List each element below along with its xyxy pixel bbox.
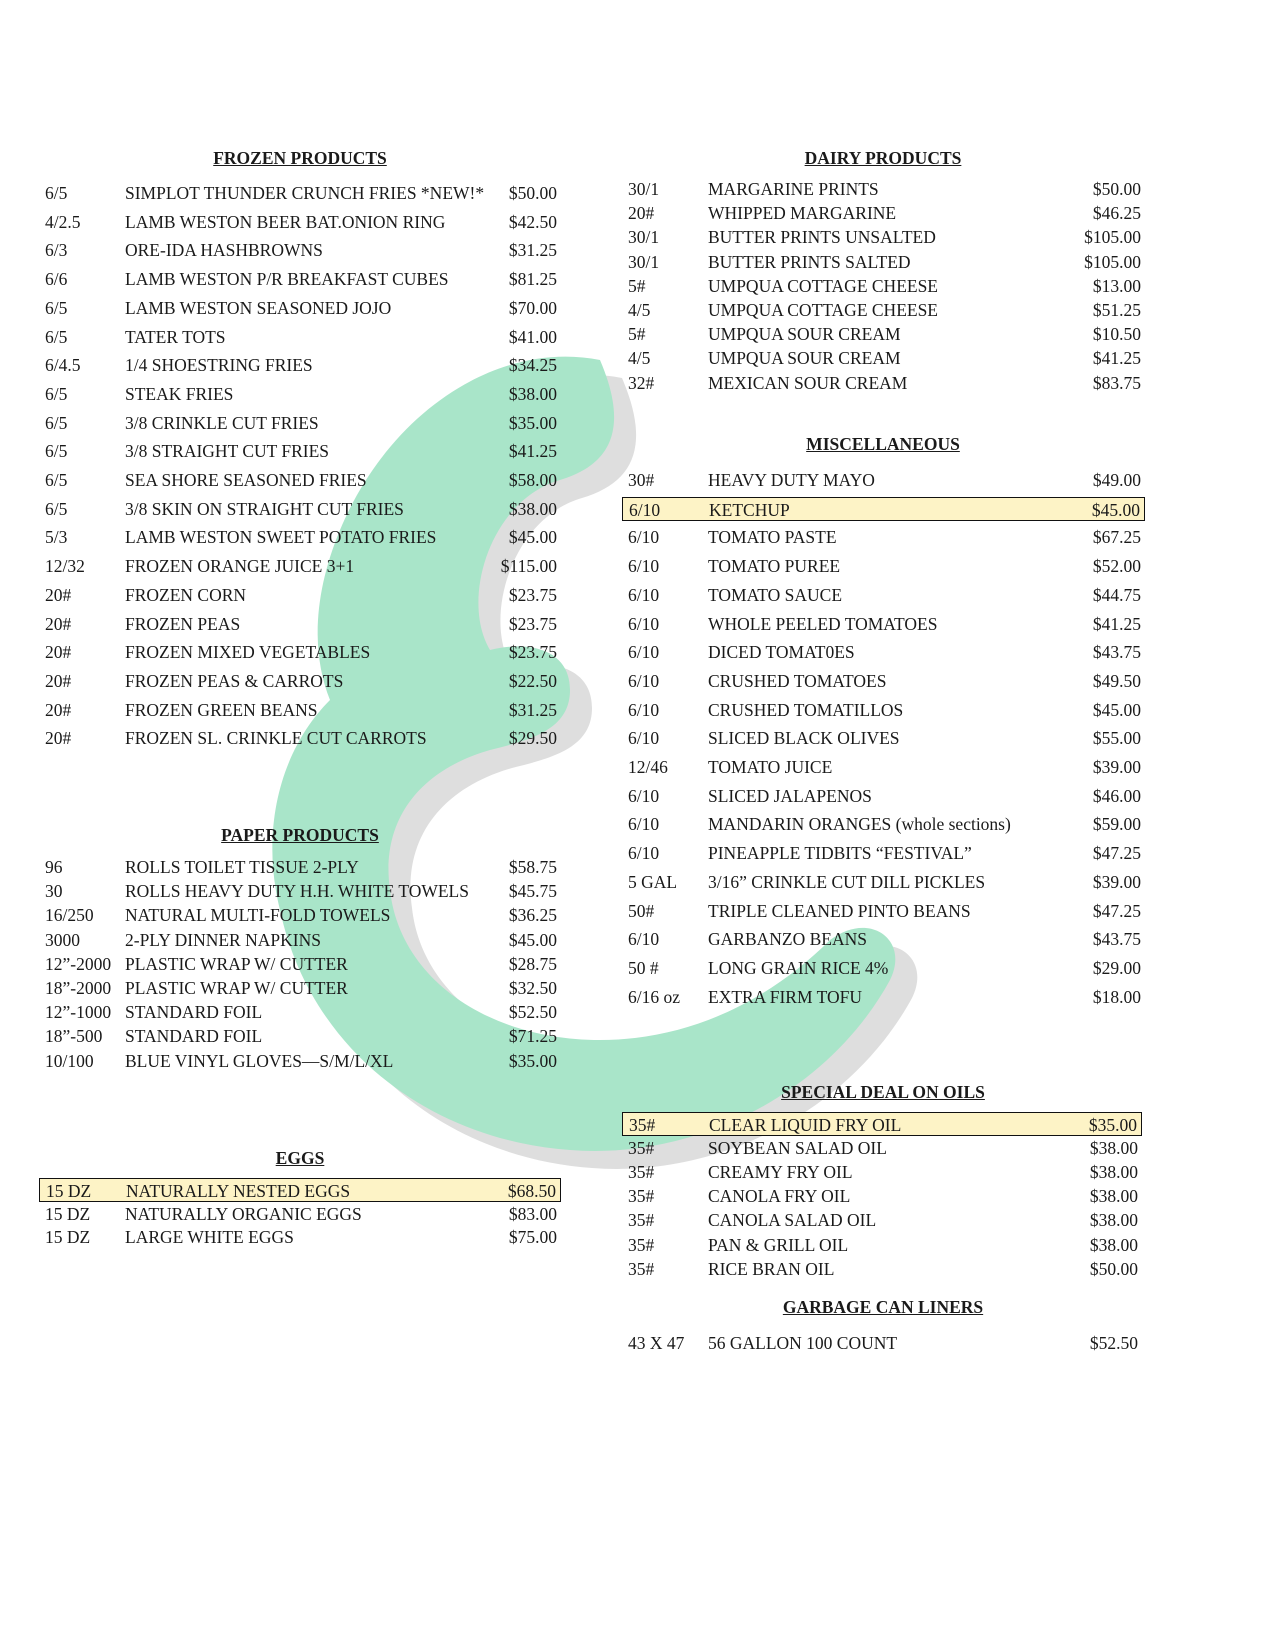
item-price: $105.00 — [1084, 227, 1141, 248]
dairy-item-row — [622, 322, 1145, 346]
oils-item-row — [622, 1257, 1142, 1281]
item-description: UMPQUA SOUR CREAM — [708, 324, 901, 345]
item-description: CANOLA FRY OIL — [708, 1186, 851, 1207]
item-price: $28.75 — [508, 953, 557, 974]
item-size: 4/5 — [628, 300, 651, 320]
item-size: 3000 — [45, 929, 80, 950]
item-price: $35.00 — [1088, 1115, 1137, 1135]
item-price: $70.00 — [508, 297, 557, 318]
miscellaneous-title: MISCELLANEOUS — [806, 434, 960, 454]
garbage-can-liners-title: GARBAGE CAN LINERS — [782, 1297, 984, 1317]
item-price: $68.50 — [507, 1181, 556, 1201]
item-size: 20# — [45, 670, 72, 691]
item-price: $39.00 — [1092, 871, 1141, 892]
item-size: 20# — [628, 203, 655, 224]
frozen-item-row — [39, 468, 561, 492]
item-price: $38.00 — [1089, 1234, 1138, 1255]
item-size: 12/46 — [628, 757, 668, 777]
eggs-item-row — [39, 1178, 561, 1202]
item-description: SOYBEAN SALAD OIL — [708, 1138, 887, 1159]
item-description: NATURAL MULTI-FOLD TOWELS — [125, 905, 391, 926]
item-description: CRUSHED TOMATILLOS — [708, 699, 904, 720]
item-price: $43.75 — [1092, 929, 1141, 950]
item-price: $23.75 — [508, 613, 557, 634]
eggs-title: EGGS — [275, 1148, 325, 1168]
liners-item-row — [622, 1331, 1142, 1355]
misc-item-row — [622, 583, 1145, 607]
item-size: 20# — [45, 584, 72, 605]
paper-item-row — [39, 1000, 561, 1024]
item-description: BUTTER PRINTS SALTED — [708, 251, 911, 272]
item-description: ROLLS HEAVY DUTY H.H. WHITE TOWELS — [125, 881, 469, 902]
misc-item-row — [622, 554, 1145, 578]
item-description: FROZEN MIXED VEGETABLES — [125, 642, 371, 663]
item-description: ROLLS TOILET TISSUE 2-PLY — [125, 857, 359, 877]
item-price: $45.00 — [1092, 699, 1141, 720]
item-description: LAMB WESTON SWEET POTATO FRIES — [125, 527, 437, 548]
paper-item-row — [39, 928, 561, 952]
eggs-item-row — [39, 1225, 561, 1249]
item-price: $52.50 — [1089, 1333, 1138, 1353]
item-description: FROZEN ORANGE JUICE 3+1 — [125, 556, 355, 577]
item-description: TOMATO SAUCE — [708, 584, 843, 605]
misc-item-row — [622, 468, 1145, 492]
item-size: 6/10 — [628, 843, 660, 864]
item-price: $45.00 — [508, 527, 557, 548]
item-size: 35# — [628, 1162, 655, 1183]
frozen-item-row — [39, 439, 561, 463]
item-size: 6/10 — [628, 929, 660, 950]
item-description: PLASTIC WRAP W/ CUTTER — [125, 953, 348, 974]
item-description: FROZEN SL. CRINKLE CUT CARROTS — [125, 728, 427, 749]
item-description: PAN & GRILL OIL — [708, 1234, 849, 1255]
item-description: TRIPLE CLEANED PINTO BEANS — [708, 900, 971, 921]
item-price: $51.25 — [1092, 300, 1141, 320]
item-size: 18”-2000 — [45, 978, 112, 998]
item-size: 12”-1000 — [45, 1002, 112, 1023]
item-description: TOMATO PUREE — [708, 556, 841, 577]
item-description: STEAK FRIES — [125, 383, 234, 404]
item-description: 1/4 SHOESTRING FRIES — [125, 355, 313, 376]
item-description: 3/8 SKIN ON STRAIGHT CUT FRIES — [125, 498, 404, 519]
item-description: WHIPPED MARGARINE — [708, 203, 897, 224]
frozen-item-row — [39, 726, 561, 750]
item-description: MEXICAN SOUR CREAM — [708, 372, 908, 393]
item-description: TOMATO JUICE — [708, 757, 833, 777]
paper-products-title: PAPER PRODUCTS — [221, 825, 379, 845]
item-description: HEAVY DUTY MAYO — [708, 470, 875, 490]
item-price: $46.25 — [1092, 203, 1141, 224]
frozen-item-row — [39, 612, 561, 636]
item-price: $36.25 — [508, 905, 557, 926]
paper-item-row — [39, 1049, 561, 1073]
item-size: 35# — [628, 1138, 655, 1159]
item-size: 18”-500 — [45, 1026, 103, 1047]
item-description: DICED TOMAT0ES — [708, 642, 855, 663]
dairy-item-row — [622, 346, 1145, 370]
misc-item-row — [622, 755, 1145, 779]
item-size: 15 DZ — [45, 1227, 91, 1247]
item-size: 10/100 — [45, 1050, 94, 1071]
dairy-item-row — [622, 371, 1145, 395]
item-size: 6/5 — [45, 441, 68, 462]
item-size: 6/10 — [628, 699, 660, 720]
item-size: 15 DZ — [46, 1181, 92, 1201]
item-description: KETCHUP — [709, 499, 790, 520]
item-price: $38.00 — [508, 498, 557, 519]
oils-item-row — [622, 1136, 1142, 1160]
item-size: 6/10 — [628, 785, 660, 806]
item-price: $34.25 — [508, 355, 557, 376]
misc-item-row — [622, 497, 1145, 521]
misc-item-row — [622, 841, 1145, 865]
item-description: PINEAPPLE TIDBITS “FESTIVAL” — [708, 843, 972, 864]
item-size: 6/10 — [628, 527, 660, 548]
item-description: LARGE WHITE EGGS — [125, 1227, 294, 1247]
item-price: $105.00 — [1084, 251, 1141, 272]
item-size: 32# — [628, 372, 655, 393]
frozen-item-row — [39, 353, 561, 377]
item-size: 6/5 — [45, 470, 68, 490]
item-description: STANDARD FOIL — [125, 1002, 263, 1023]
item-description: MARGARINE PRINTS — [708, 179, 879, 199]
item-price: $83.75 — [1092, 372, 1141, 393]
item-price: $50.00 — [508, 183, 557, 203]
item-size: 35# — [628, 1258, 655, 1279]
item-description: FROZEN PEAS — [125, 613, 241, 634]
misc-item-row — [622, 525, 1145, 549]
item-size: 20# — [45, 699, 72, 720]
item-price: $45.00 — [1091, 499, 1140, 520]
item-description: MANDARIN ORANGES (whole sections) — [708, 814, 1011, 835]
item-description: 2-PLY DINNER NAPKINS — [125, 929, 321, 950]
dairy-item-row — [622, 201, 1145, 225]
item-description: 3/16” CRINKLE CUT DILL PICKLES — [708, 871, 986, 892]
frozen-products-title: FROZEN PRODUCTS — [213, 148, 387, 168]
item-size: 20# — [45, 728, 72, 749]
item-size: 30/1 — [628, 251, 660, 272]
item-size: 12”-2000 — [45, 953, 112, 974]
item-price: $83.00 — [508, 1203, 557, 1224]
item-description: CRUSHED TOMATOES — [708, 670, 887, 691]
paper-item-row — [39, 1024, 561, 1048]
item-price: $35.00 — [508, 1050, 557, 1071]
item-size: 6/10 — [628, 613, 660, 634]
item-price: $50.00 — [1092, 179, 1141, 199]
misc-item-row — [622, 812, 1145, 836]
item-price: $41.25 — [508, 441, 557, 462]
item-description: UMPQUA COTTAGE CHEESE — [708, 275, 938, 296]
eggs-item-row — [39, 1202, 561, 1226]
item-size: 35# — [629, 1115, 656, 1135]
item-description: PLASTIC WRAP W/ CUTTER — [125, 978, 348, 998]
item-description: SIMPLOT THUNDER CRUNCH FRIES *NEW!* — [125, 183, 485, 203]
item-price: $22.50 — [508, 670, 557, 691]
item-description: BLUE VINYL GLOVES—S/M/L/XL — [125, 1050, 394, 1071]
item-price: $47.25 — [1092, 900, 1141, 921]
misc-item-row — [622, 784, 1145, 808]
item-description: CREAMY FRY OIL — [708, 1162, 853, 1183]
item-price: $39.00 — [1092, 757, 1141, 777]
item-price: $50.00 — [1089, 1258, 1138, 1279]
item-description: 56 GALLON 100 COUNT — [708, 1333, 898, 1353]
item-description: LAMB WESTON SEASONED JOJO — [125, 297, 392, 318]
misc-item-row — [622, 870, 1145, 894]
oils-item-row — [622, 1208, 1142, 1232]
item-description: FROZEN PEAS & CARROTS — [125, 670, 344, 691]
item-price: $75.00 — [508, 1227, 557, 1247]
item-price: $10.50 — [1092, 324, 1141, 345]
item-price: $41.25 — [1092, 613, 1141, 634]
item-price: $23.75 — [508, 584, 557, 605]
item-price: $115.00 — [500, 556, 557, 577]
misc-item-row — [622, 669, 1145, 693]
item-price: $45.75 — [508, 881, 557, 902]
dairy-item-row — [622, 177, 1145, 201]
item-description: NATURALLY ORGANIC EGGS — [125, 1203, 362, 1224]
item-description: FROZEN CORN — [125, 584, 247, 605]
item-price: $38.00 — [1089, 1186, 1138, 1207]
item-description: CANOLA SALAD OIL — [708, 1210, 877, 1231]
item-size: 5# — [628, 324, 646, 345]
misc-item-row — [622, 640, 1145, 664]
frozen-item-row — [39, 267, 561, 291]
frozen-item-row — [39, 382, 561, 406]
item-price: $58.75 — [508, 857, 557, 877]
item-price: $13.00 — [1092, 275, 1141, 296]
item-size: 6/5 — [45, 498, 68, 519]
item-price: $32.50 — [508, 978, 557, 998]
item-description: LAMB WESTON P/R BREAKFAST CUBES — [125, 269, 449, 290]
item-size: 5# — [628, 275, 646, 296]
item-size: 6/5 — [45, 412, 68, 433]
frozen-item-row — [39, 583, 561, 607]
item-size: 5/3 — [45, 527, 68, 548]
frozen-item-row — [39, 554, 561, 578]
item-size: 6/5 — [45, 383, 68, 404]
item-price: $71.25 — [508, 1026, 557, 1047]
item-price: $38.00 — [1089, 1162, 1138, 1183]
misc-item-row — [622, 698, 1145, 722]
misc-item-row — [622, 899, 1145, 923]
item-size: 4/2.5 — [45, 211, 81, 232]
item-price: $38.00 — [1089, 1210, 1138, 1231]
oils-item-row — [622, 1160, 1142, 1184]
item-size: 50# — [628, 900, 655, 921]
item-size: 6/4.5 — [45, 355, 81, 376]
item-description: LAMB WESTON BEER BAT.ONION RING — [125, 211, 446, 232]
oils-item-row — [622, 1184, 1142, 1208]
item-description: SLICED JALAPENOS — [708, 785, 872, 806]
item-size: 35# — [628, 1186, 655, 1207]
item-price: $59.00 — [1092, 814, 1141, 835]
item-size: 35# — [628, 1210, 655, 1231]
item-size: 6/16 oz — [628, 986, 681, 1007]
item-size: 30/1 — [628, 227, 660, 248]
frozen-item-row — [39, 325, 561, 349]
frozen-item-row — [39, 669, 561, 693]
item-size: 96 — [45, 857, 63, 877]
item-size: 6/6 — [45, 269, 68, 290]
item-price: $43.75 — [1092, 642, 1141, 663]
item-size: 30# — [628, 470, 655, 490]
misc-item-row — [622, 726, 1145, 750]
dairy-item-row — [622, 274, 1145, 298]
item-price: $55.00 — [1092, 728, 1141, 749]
item-size: 50 # — [628, 957, 659, 978]
item-price: $47.25 — [1092, 843, 1141, 864]
item-price: $52.00 — [1092, 556, 1141, 577]
item-price: $81.25 — [508, 269, 557, 290]
item-price: $38.00 — [1089, 1138, 1138, 1159]
item-price: $29.50 — [508, 728, 557, 749]
misc-item-row — [622, 612, 1145, 636]
item-description: UMPQUA COTTAGE CHEESE — [708, 300, 938, 320]
item-description: BUTTER PRINTS UNSALTED — [708, 227, 936, 248]
item-price: $49.00 — [1092, 470, 1141, 490]
item-size: 6/10 — [628, 642, 660, 663]
item-price: $31.25 — [508, 240, 557, 261]
item-description: NATURALLY NESTED EGGS — [126, 1181, 351, 1201]
item-price: $41.25 — [1092, 348, 1141, 369]
oils-item-row — [622, 1233, 1142, 1257]
item-description: FROZEN GREEN BEANS — [125, 699, 318, 720]
item-size: 6/5 — [45, 326, 68, 347]
oils-item-row — [622, 1112, 1142, 1136]
frozen-item-row — [39, 296, 561, 320]
item-description: ORE-IDA HASHBROWNS — [125, 240, 323, 261]
item-price: $45.00 — [508, 929, 557, 950]
dairy-item-row — [622, 298, 1145, 322]
dairy-item-row — [622, 225, 1145, 249]
item-description: UMPQUA SOUR CREAM — [708, 348, 901, 369]
item-price: $38.00 — [508, 383, 557, 404]
item-size: 35# — [628, 1234, 655, 1255]
item-size: 20# — [45, 613, 72, 634]
item-price: $49.50 — [1092, 670, 1141, 691]
item-size: 20# — [45, 642, 72, 663]
item-size: 5 GAL — [628, 871, 678, 892]
item-price: $44.75 — [1092, 584, 1141, 605]
frozen-item-row — [39, 640, 561, 664]
item-size: 6/3 — [45, 240, 68, 261]
item-description: STANDARD FOIL — [125, 1026, 263, 1047]
paper-item-row — [39, 855, 561, 879]
misc-item-row — [622, 927, 1145, 951]
frozen-item-row — [39, 497, 561, 521]
item-description: SLICED BLACK OLIVES — [708, 728, 900, 749]
item-size: 6/10 — [628, 670, 660, 691]
item-size: 6/10 — [628, 584, 660, 605]
item-description: EXTRA FIRM TOFU — [708, 986, 862, 1007]
misc-item-row — [622, 956, 1145, 980]
item-description: WHOLE PEELED TOMATOES — [708, 613, 938, 634]
item-price: $58.00 — [508, 470, 557, 490]
item-price: $42.50 — [508, 211, 557, 232]
item-description: TATER TOTS — [125, 326, 226, 347]
item-size: 12/32 — [45, 556, 85, 577]
paper-item-row — [39, 879, 561, 903]
item-size: 6/10 — [629, 499, 661, 520]
frozen-item-row — [39, 525, 561, 549]
item-size: 6/10 — [628, 556, 660, 577]
frozen-item-row — [39, 181, 561, 205]
item-description: RICE BRAN OIL — [708, 1258, 835, 1279]
item-size: 43 X 47 — [628, 1333, 685, 1353]
item-price: $35.00 — [508, 412, 557, 433]
frozen-item-row — [39, 411, 561, 435]
item-size: 6/5 — [45, 183, 68, 203]
dairy-products-title: DAIRY PRODUCTS — [804, 148, 962, 168]
item-description: CLEAR LIQUID FRY OIL — [709, 1115, 902, 1135]
frozen-item-row — [39, 210, 561, 234]
item-size: 30 — [45, 881, 63, 902]
item-price: $18.00 — [1092, 986, 1141, 1007]
frozen-item-row — [39, 238, 561, 262]
special-deal-on-oils-title: SPECIAL DEAL ON OILS — [781, 1082, 985, 1102]
item-size: 30/1 — [628, 179, 660, 199]
item-description: SEA SHORE SEASONED FRIES — [125, 470, 367, 490]
item-description: GARBANZO BEANS — [708, 929, 867, 950]
item-size: 16/250 — [45, 905, 94, 926]
item-size: 4/5 — [628, 348, 651, 369]
frozen-item-row — [39, 698, 561, 722]
item-description: LONG GRAIN RICE 4% — [708, 957, 889, 978]
item-price: $29.00 — [1092, 957, 1141, 978]
item-size: 6/10 — [628, 814, 660, 835]
paper-item-row — [39, 952, 561, 976]
item-price: $46.00 — [1092, 785, 1141, 806]
paper-item-row — [39, 903, 561, 927]
item-description: 3/8 CRINKLE CUT FRIES — [125, 412, 319, 433]
item-size: 6/10 — [628, 728, 660, 749]
item-price: $52.50 — [508, 1002, 557, 1023]
item-size: 6/5 — [45, 297, 68, 318]
item-price: $67.25 — [1092, 527, 1141, 548]
item-price: $41.00 — [508, 326, 557, 347]
item-price: $23.75 — [508, 642, 557, 663]
misc-item-row — [622, 985, 1145, 1009]
item-size: 15 DZ — [45, 1203, 91, 1224]
paper-item-row — [39, 976, 561, 1000]
item-description: 3/8 STRAIGHT CUT FRIES — [125, 441, 330, 462]
dairy-item-row — [622, 250, 1145, 274]
item-description: TOMATO PASTE — [708, 527, 837, 548]
item-price: $31.25 — [508, 699, 557, 720]
